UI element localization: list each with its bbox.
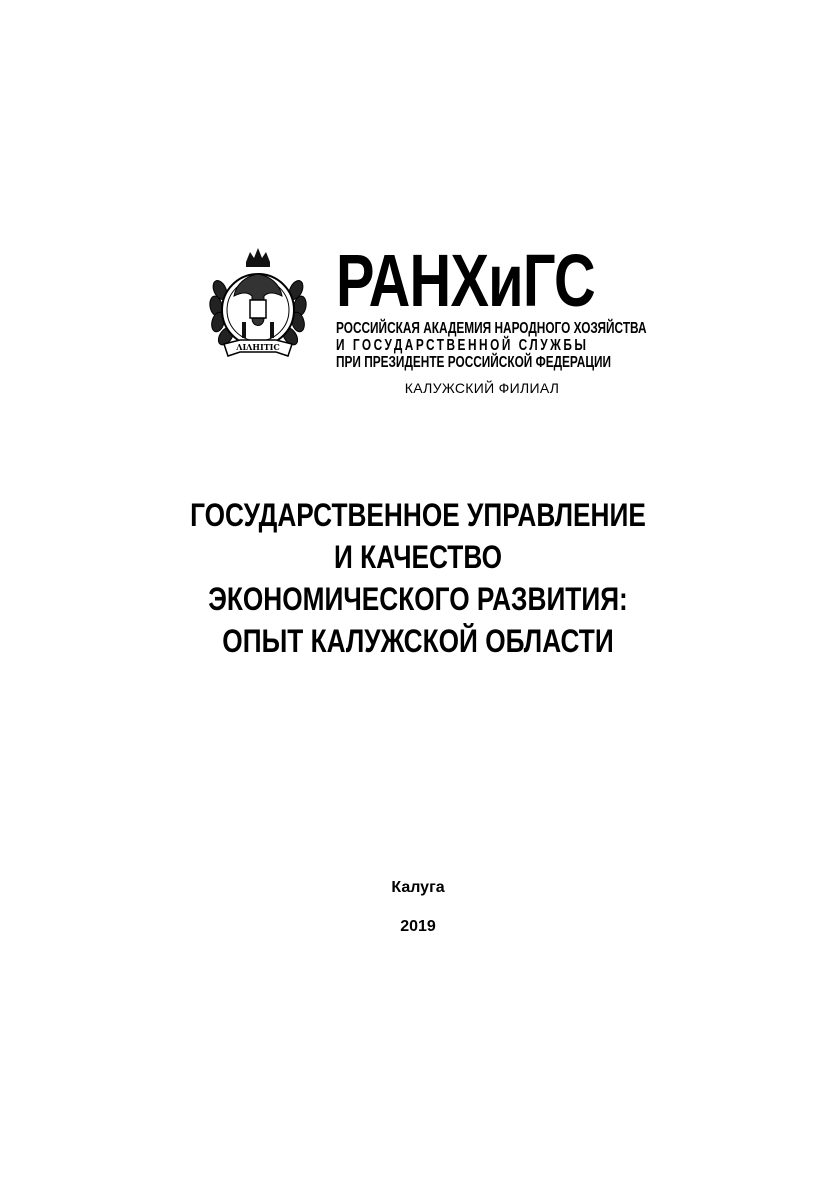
- brand-name: РАНХиГС: [336, 239, 595, 322]
- branch-name: КАЛУЖСКИЙ ФИЛИАЛ: [404, 380, 560, 396]
- academy-emblem-icon: [206, 240, 310, 368]
- brand-line-2: И ГОСУДАРСТВЕННОЙ СЛУЖБЫ: [336, 337, 589, 354]
- brand-line-1: РОССИЙСКАЯ АКАДЕМИЯ НАРОДНОГО ХОЗЯЙСТВА: [336, 320, 647, 337]
- title-line-3: ЭКОНОМИЧЕСКОГО РАЗВИТИЯ:: [208, 581, 628, 617]
- publication-city: Калуга: [391, 879, 445, 896]
- title-line-4: ОПЫТ КАЛУЖСКОЙ ОБЛАСТИ: [222, 623, 614, 659]
- publication-year: 2019: [400, 918, 436, 935]
- brand-line-3: ПРИ ПРЕЗИДЕНТЕ РОССИЙСКОЙ ФЕДЕРАЦИИ: [336, 354, 612, 371]
- title-line-2: И КАЧЕСТВО: [333, 539, 503, 575]
- emblem-ribbon-text: ΛΙΛΗΙΤΙС: [236, 342, 280, 352]
- academy-logo: [336, 239, 647, 371]
- book-title: [0, 494, 836, 662]
- title-line-1: ГОСУДАРСТВЕННОЕ УПРАВЛЕНИЕ: [190, 497, 646, 533]
